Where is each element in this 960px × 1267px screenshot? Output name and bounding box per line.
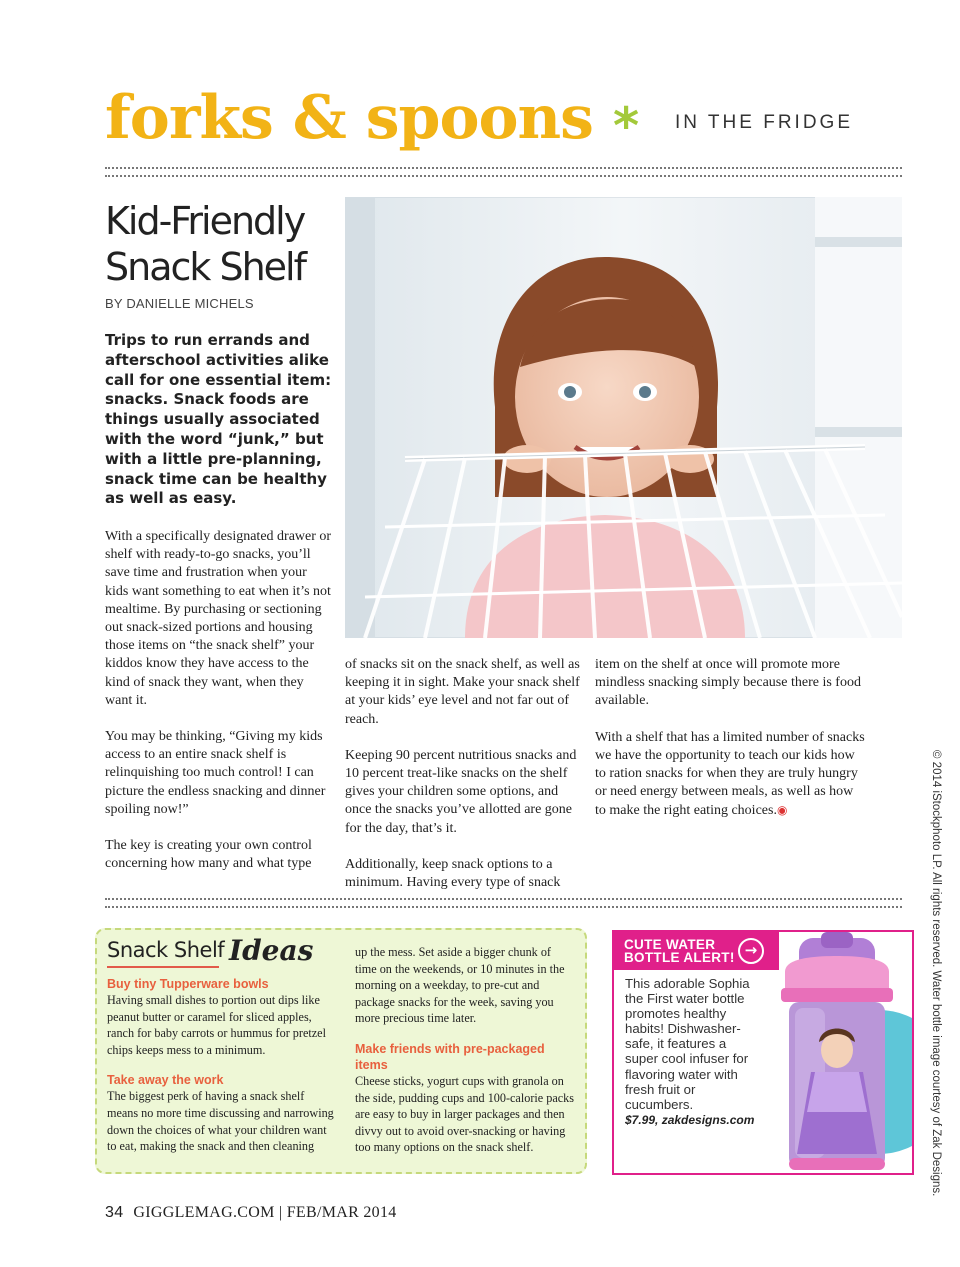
headline-line: Kid-Friendly — [105, 199, 305, 243]
ideas-script-title: Ideas — [229, 934, 314, 967]
alert-banner — [614, 932, 779, 970]
tip-body-continued: up the mess. Set aside a bigger chunk of time on the weekends, or 10 minutes in the morning on a weekday, to pre-cut and package snacks for the week, saving you more precious time later. — [355, 945, 565, 1026]
photo-credit — [926, 750, 944, 1197]
section-label: IN THE FRIDGE — [675, 112, 853, 133]
bottom-divider — [105, 898, 902, 908]
tip-body: Cheese sticks, yogurt cups with granola on the side, pudding cups and 100-calorie packs are easy to buy in larger packages and then divvy out to avoid over-snacking or having too many options on the snack shelf. — [355, 1073, 574, 1155]
photo-credit-text: © 2014 iStockphoto LP. All rights reserved. Water bottle image courtesy of Zak Designs. — [930, 750, 942, 1197]
tip-body: Having small dishes to portion out dips like peanut butter or caramel for sliced apples, ranch for baby carrots or hummus for pretzel chips keeps mess to a minimum. — [107, 993, 326, 1057]
tip-heading: Take away the work — [107, 1073, 224, 1088]
body-paragraph: Keeping 90 percent nutritious snacks and 10 percent treat-like snacks on the shelf gives your children some options, and once the snacks you’ve allotted are gone for the day, that’s it. — [345, 747, 577, 836]
tip-heading: Make friends with pre-packaged items — [355, 1041, 545, 1072]
body-column-3 — [595, 656, 865, 839]
ideas-title: Snack Shelf — [107, 938, 225, 962]
headline-line: Snack Shelf — [105, 245, 305, 289]
ideas-underline — [107, 966, 219, 968]
lede-paragraph: Trips to run errands and afterschool activities alike call for one essential item: snacks. Snack foods are things usually associated with the word “junk,” but with a little pre-planning, snack time can be healthy as well as easy. — [105, 331, 332, 508]
ideas-column-2 — [355, 944, 575, 1166]
arrow-right-icon: → — [738, 938, 764, 964]
alert-banner-line: CUTE WATER — [624, 937, 716, 952]
top-divider — [105, 167, 902, 177]
tip-body: The biggest perk of having a snack shelf means no more time discussing and narrowing down the choices of what your children want to eat, making the snack and then cleaning — [107, 1089, 334, 1154]
hero-photo — [345, 197, 902, 638]
body-text: With a shelf that has a limited number of snacks we have the opportunity to teach our kids how to ration snacks for when they are truly hungry or need energy between meals, as well as how to make the right eating choices. — [595, 729, 865, 819]
end-mark-icon: ◉ — [776, 803, 788, 818]
article-headline — [105, 198, 345, 290]
alert-price: $7.99, zakdesigns.com — [625, 1113, 755, 1127]
body-paragraph: of snacks sit on the snack shelf, as well as keeping it in sight. Make your snack shelf at your kids’ eye level and not far out of reach. — [345, 657, 580, 727]
body-column-1 — [105, 528, 333, 891]
alert-banner-line: BOTTLE ALERT! — [624, 950, 735, 965]
body-paragraph: Additionally, keep snack options to a minimum. Having every type of snack — [345, 856, 561, 891]
water-bottle-alert-box — [612, 930, 914, 1175]
page-footer — [105, 1204, 397, 1222]
body-paragraph: You may be thinking, “Giving my kids access to an entire snack shelf is relinquishing too much control! I can picture the endless snacking and dinner spoiling now!” — [105, 729, 326, 817]
body-paragraph — [595, 729, 865, 821]
page-number: 34 — [105, 1204, 124, 1221]
body-paragraph: item on the shelf at once will promote more mindless snacking simply because there is food available. — [595, 657, 861, 709]
asterisk-icon: * — [613, 97, 640, 155]
child-at-fridge-illustration — [345, 197, 902, 638]
tip-heading: Buy tiny Tupperware bowls — [107, 977, 269, 991]
byline: BY DANIELLE MICHELS — [105, 296, 254, 311]
magazine-section-title: forks & spoons — [105, 83, 593, 153]
body-paragraph: With a specifically designated drawer or shelf with ready-to-go snacks, you’ll save time and frustration when your kids want something to eat when it’s not mealtime. By purchasing or sectioning out snack-sized portions and housing those items on “the snack shelf” your kiddos know they have access to the kind of snack they want, when they want it. — [105, 529, 332, 708]
snack-shelf-ideas-box — [95, 928, 587, 1174]
body-paragraph: The key is creating your own control concerning how many and what type — [105, 838, 312, 872]
water-bottle-illustration — [759, 932, 914, 1175]
footer-text: GIGGLEMAG.COM | FEB/MAR 2014 — [133, 1204, 397, 1221]
ideas-column-1 — [107, 976, 335, 1165]
masthead — [105, 78, 905, 158]
body-column-2 — [345, 656, 582, 910]
alert-description: This adorable Sophia the First water bottle promotes healthy habits! Dishwasher-safe, it features a super cool infuser for flavoring water with fresh fruit or cucumbers. — [625, 976, 750, 1112]
